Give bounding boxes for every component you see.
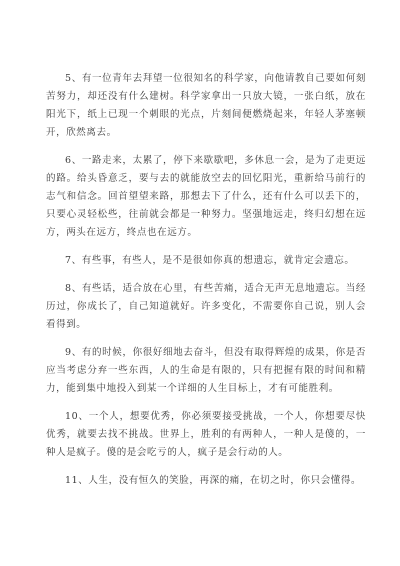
document-body: [46, 70, 366, 500]
paragraph-11: 11、人生，没有恒久的笑脸，再深的痛，在切之时，你只会懂得。: [65, 475, 362, 486]
paragraph-8: 8、有些话，适合放在心里，有些苦痛，适合无声无息地遗忘。当经历过，你成长了，自己知道就好。许多变化，不需要你自己说，别人会看得到。: [46, 283, 366, 330]
paragraph-5: 5、有一位青年去拜望一位很知名的科学家，向他请教自己要如何刻苦努力，却还没有什么建树。科学家拿出一只放大镜，一张白纸，放在阳光下，纸上已现一个刺眼的光点，片刻间便燃烧起来，年轻人茅塞顿开，欣然离去。: [46, 73, 366, 138]
paragraph-6: 6、一路走来，太累了，停下来歇歇吧，多休息一会，是为了走更远的路。给头昏意乏，要与去的就能放空去的回忆阳光，重新给马前行的志气和信念。回首望望来路，那想去下了什么，还有什么可以丢下的，只要心灵轻松些，往前就会都是一种努力。坚强地远走，终归幻想在远方，两头在远方，终点也在远方。: [46, 155, 366, 238]
paragraph-7: 7、有些事，有些人，是不是很如你真的想遗忘，就肯定会遗忘。: [65, 255, 355, 266]
paragraph-10: 10、一个人，想要优秀，你必须要接受挑战，一个人，你想要尽快优秀，就要去找不挑战。世界上，胜利的有两种人，一种人是傻的，一种人是疯子。傻的是会吃亏的人，疯子是会行动的人。: [46, 411, 366, 458]
paragraph-9: 9、有的时候，你很好细地去奋斗，但没有取得辉煌的成果，你是否应当考虑分弃一些东西，人的生命是有限的，只有把握有限的时间和精力，能到集中地投入到某一个详细的人生目标上，才有可能胜利。: [46, 347, 366, 394]
